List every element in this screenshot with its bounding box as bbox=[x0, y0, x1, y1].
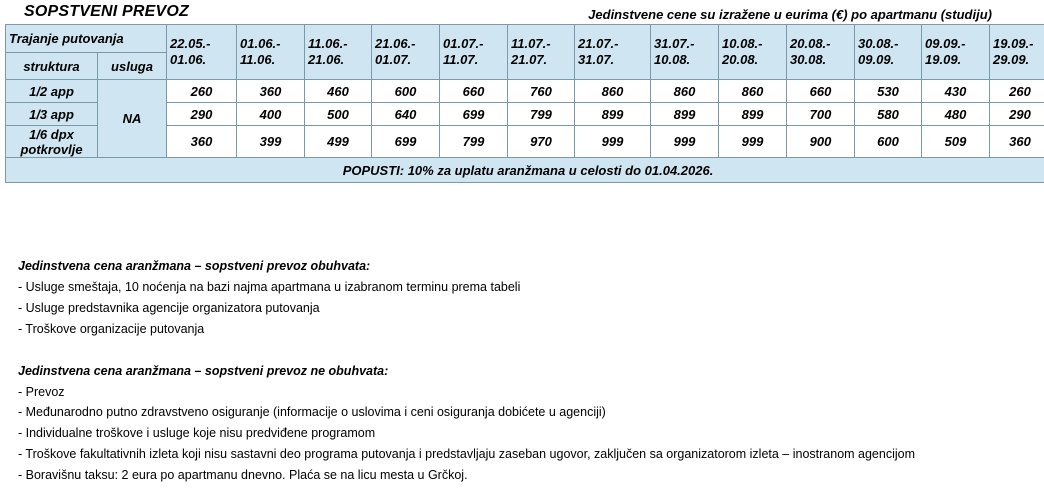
price-cell: 480 bbox=[922, 103, 990, 126]
price-cell: 600 bbox=[855, 126, 922, 158]
price-cell: 970 bbox=[508, 126, 575, 158]
period-header: 01.07.- 11.07. bbox=[440, 25, 508, 80]
price-cell: 899 bbox=[575, 103, 651, 126]
period-header: 31.07.- 10.08. bbox=[651, 25, 719, 80]
period-header: 09.09.- 19.09. bbox=[922, 25, 990, 80]
price-cell: 360 bbox=[167, 126, 237, 158]
price-cell: 860 bbox=[651, 80, 719, 103]
price-table bbox=[5, 24, 1044, 183]
price-cell: 999 bbox=[575, 126, 651, 158]
period-header: 22.05.- 01.06. bbox=[167, 25, 237, 80]
list-item: - Troškove organizacije putovanja bbox=[18, 321, 205, 336]
price-cell: 860 bbox=[575, 80, 651, 103]
price-cell: 360 bbox=[237, 80, 305, 103]
service-cell: NA bbox=[98, 80, 167, 158]
price-cell: 660 bbox=[440, 80, 508, 103]
price-cell: 899 bbox=[651, 103, 719, 126]
price-cell: 860 bbox=[719, 80, 787, 103]
period-header: 11.07.- 21.07. bbox=[508, 25, 575, 80]
period-header: 21.07.- 31.07. bbox=[575, 25, 651, 80]
list-item: - Individualne troškove i usluge koje nisu predviđene programom bbox=[18, 426, 376, 441]
duration-label: Trajanje putovanja bbox=[6, 25, 167, 53]
price-cell: 699 bbox=[372, 126, 440, 158]
price-cell: 660 bbox=[787, 80, 855, 103]
period-header: 30.08.- 09.09. bbox=[855, 25, 922, 80]
list-item: - Boravišnu taksu: 2 eura po apartmanu dnevno. Plaća se na licu mesta u Grčkoj. bbox=[18, 468, 468, 483]
price-cell: 460 bbox=[305, 80, 372, 103]
header-row-periods bbox=[6, 25, 1044, 53]
price-cell: 400 bbox=[237, 103, 305, 126]
period-header: 10.08.- 20.08. bbox=[719, 25, 787, 80]
price-cell: 500 bbox=[305, 103, 372, 126]
price-cell: 640 bbox=[372, 103, 440, 126]
included-heading: Jedinstvena cena aranžmana – sopstveni prevoz obuhvata: bbox=[18, 259, 371, 273]
price-cell: 430 bbox=[922, 80, 990, 103]
spacer bbox=[18, 340, 915, 361]
price-cell: 600 bbox=[372, 80, 440, 103]
period-header: 19.09.- 29.09. bbox=[990, 25, 1044, 80]
period-header: 21.06.- 01.07. bbox=[372, 25, 440, 80]
price-cell: 290 bbox=[990, 103, 1044, 126]
list-item: - Troškove fakultativnih izleta koji nisu sastavni deo programa putovanja i predstavljaju zaseban ugovor, zaključen sa organizatorom izleta – inostranom agencijom bbox=[18, 447, 916, 462]
excluded-heading: Jedinstvena cena aranžmana – sopstveni prevoz ne obuhvata: bbox=[18, 363, 389, 378]
price-cell: 290 bbox=[167, 103, 237, 126]
price-cell: 699 bbox=[440, 103, 508, 126]
period-header: 01.06.- 11.06. bbox=[237, 25, 305, 80]
price-cell: 499 bbox=[305, 126, 372, 158]
price-cell: 580 bbox=[855, 103, 922, 126]
price-cell: 700 bbox=[787, 103, 855, 126]
price-cell: 260 bbox=[990, 80, 1044, 103]
page-title: SOPSTVENI PREVOZ bbox=[24, 3, 190, 20]
price-cell: 760 bbox=[508, 80, 575, 103]
period-header: 20.08.- 30.08. bbox=[787, 25, 855, 80]
list-item: - Usluge predstavnika agencije organizatora putovanja bbox=[18, 300, 320, 315]
price-cell: 899 bbox=[719, 103, 787, 126]
structure-cell: 1/6 dpx potkrovlje bbox=[6, 126, 98, 158]
price-cell: 799 bbox=[508, 103, 575, 126]
price-cell: 360 bbox=[990, 126, 1044, 158]
list-item: - Međunarodno putno zdravstveno osiguranje (informacije o uslovima i ceni osiguranja dobićete u agenciji) bbox=[18, 405, 606, 420]
usluga-label: usluga bbox=[98, 53, 167, 80]
discount-text: POPUSTI: 10% za uplatu aranžmana u celosti do 01.04.2026. bbox=[6, 158, 1044, 183]
currency-note: Jedinstvene cene su izražene u eurima (€) po apartmanu (studiju) bbox=[588, 7, 992, 22]
structure-cell: 1/3 app bbox=[6, 103, 98, 126]
price-cell: 260 bbox=[167, 80, 237, 103]
price-cell: 799 bbox=[440, 126, 508, 158]
list-item: - Prevoz bbox=[18, 384, 65, 399]
price-cell: 399 bbox=[237, 126, 305, 158]
price-cell: 999 bbox=[719, 126, 787, 158]
price-cell: 900 bbox=[787, 126, 855, 158]
period-header: 11.06.- 21.06. bbox=[305, 25, 372, 80]
struktura-label: struktura bbox=[6, 53, 98, 80]
price-cell: 509 bbox=[922, 126, 990, 158]
structure-cell: 1/2 app bbox=[6, 80, 98, 103]
discount-row bbox=[6, 158, 1044, 183]
price-cell: 530 bbox=[855, 80, 922, 103]
price-cell: 999 bbox=[651, 126, 719, 158]
table-row bbox=[6, 80, 1044, 103]
terms-section bbox=[18, 256, 915, 486]
list-item: - Usluge smeštaja, 10 noćenja na bazi najma apartmana u izabranom terminu prema tabeli bbox=[18, 279, 521, 294]
